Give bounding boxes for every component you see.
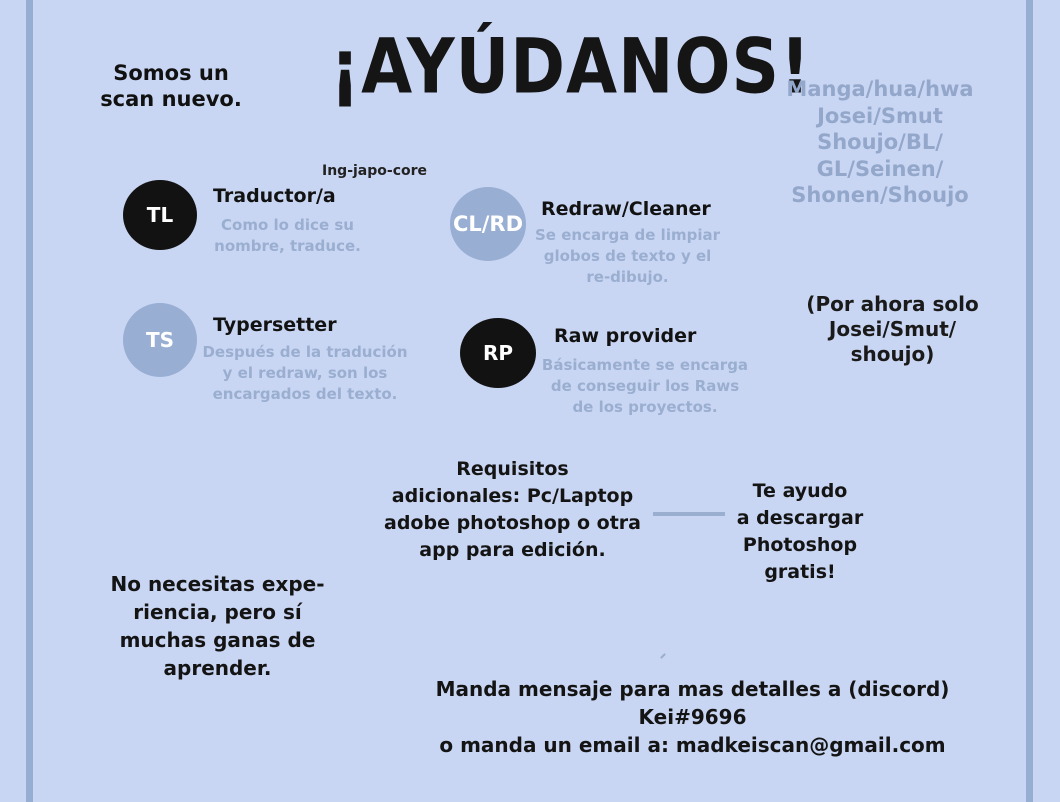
genre-line: Manga/hua/hwa xyxy=(786,77,974,101)
left-border xyxy=(26,0,33,802)
help-line: Photoshop xyxy=(742,534,858,556)
rp-role-description xyxy=(540,355,750,418)
genre-note xyxy=(800,292,985,367)
contact-text xyxy=(380,675,1005,759)
req-line: adicionales: Pc/Laptop xyxy=(391,485,634,507)
clrd-badge xyxy=(450,187,526,261)
contact-line-discord: Manda mensaje para mas detalles a (discord) Kei#9696 xyxy=(435,677,950,729)
exp-line: aprender. xyxy=(163,656,272,680)
desc-line: Después de la tradución xyxy=(202,343,408,361)
exp-line: muchas ganas de xyxy=(119,628,316,652)
intro-line: scan nuevo. xyxy=(100,87,242,111)
experience-text xyxy=(95,570,340,682)
intro-line: Somos un xyxy=(113,61,229,85)
desc-line: re-dibujo. xyxy=(586,268,669,286)
desc-line: y el redraw, son los xyxy=(222,364,388,382)
req-line: adobe photoshop o otra xyxy=(384,512,641,534)
page-title: ¡AYÚDANOS! xyxy=(330,22,812,111)
desc-line: nombre, traduce. xyxy=(214,237,361,255)
genre-line: Shonen/Shoujo xyxy=(791,183,969,207)
exp-line: riencia, pero sí xyxy=(133,600,302,624)
photoshop-help-text xyxy=(720,478,880,586)
note-line: shoujo) xyxy=(850,342,935,366)
desc-line: globos de texto y el xyxy=(543,247,712,265)
requirements-text xyxy=(380,456,645,564)
help-line: a descargar xyxy=(736,507,864,529)
clrd-role-title: Redraw/Cleaner xyxy=(541,198,711,220)
decorative-tick xyxy=(660,653,666,659)
desc-line: de los proyectos. xyxy=(572,398,718,416)
tl-language-tag: Ing-japo-core xyxy=(322,163,428,179)
rp-badge xyxy=(460,318,536,388)
help-line: Te ayudo xyxy=(752,480,848,502)
genre-line: Shoujo/BL/ xyxy=(817,130,943,154)
desc-line: de conseguir los Raws xyxy=(550,377,740,395)
ts-role-title: Typersetter xyxy=(213,314,337,336)
note-line: (Por ahora solo xyxy=(806,292,979,316)
ts-badge xyxy=(123,303,197,377)
genre-line: GL/Seinen/ xyxy=(816,156,944,181)
genre-line: Josei/Smut xyxy=(817,103,943,128)
desc-line: Como lo dice su xyxy=(221,216,354,234)
req-line: Requisitos xyxy=(456,458,569,480)
ts-badge-label: TS xyxy=(145,328,175,352)
genres-list xyxy=(780,76,980,209)
rp-badge-label: RP xyxy=(482,341,514,365)
clrd-badge-label: CL/RD xyxy=(452,212,524,236)
ts-role-description xyxy=(200,342,410,405)
desc-line: encargados del texto. xyxy=(212,385,398,403)
desc-line: Básicamente se encarga xyxy=(541,356,749,374)
clrd-role-description xyxy=(530,225,725,288)
tl-role-title: Traductor/a xyxy=(213,185,336,207)
note-line: Josei/Smut/ xyxy=(828,317,957,341)
desc-line: Se encarga de limpiar xyxy=(535,226,720,244)
tl-badge-label: TL xyxy=(146,203,174,227)
help-line: gratis! xyxy=(764,561,836,583)
intro-text xyxy=(86,60,256,112)
connector-line xyxy=(653,512,725,516)
tl-role-description xyxy=(205,215,370,257)
req-line: app para edición. xyxy=(419,539,606,561)
tl-badge xyxy=(123,180,197,250)
right-border xyxy=(1026,0,1033,802)
contact-line-email: o manda un email a: madkeiscan@gmail.com xyxy=(439,733,946,757)
exp-line: No necesitas expe- xyxy=(110,572,325,596)
rp-role-title: Raw provider xyxy=(554,325,697,347)
